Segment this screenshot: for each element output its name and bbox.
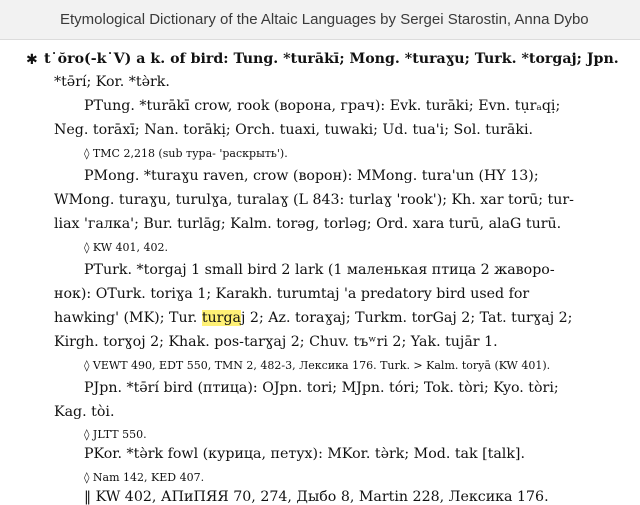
pmong-line-1: PMong. *turaɣu raven, crow (ворон): MMong. tura'un (HY 13); bbox=[84, 168, 539, 184]
pkor-line-1: PKor. *tə̀rk fowl (курица, петух): MKor. tə̀rk; Mod. tak [talk]. bbox=[84, 446, 525, 462]
entry-headline-cont: *tə̄rí; Kor. *tə̀rk. bbox=[54, 74, 170, 90]
ptung-line-1: PTung. *turākī crow, rook (ворона, грач): Evk. turāki; Evn. tụrₐqị; bbox=[84, 98, 561, 114]
pturk-line-3-a: hawking' (MK); Tur. bbox=[54, 310, 202, 326]
pturk-line-1: PTurk. *torgaj 1 small bird 2 lark (1 маленькая птица 2 жаворо- bbox=[84, 262, 555, 278]
pjpn-line-2: Kag. tòi. bbox=[54, 404, 115, 420]
pjpn-line-1: PJpn. *tə̄rí bird (птица): OJpn. tori; MJpn. tóri; Tok. tòri; Kyo. tòri; bbox=[84, 380, 559, 396]
pturk-line-3-c: j 2; Az. toraɣaj; Turkm. torGaj 2; Tat. turɣaj 2; bbox=[241, 310, 573, 326]
pmong-line-2: WMong. turaɣu, turulɣa, turalaɣ (L 843: turlaɣ 'rook'); Kh. xar torū; tur- bbox=[54, 192, 574, 208]
pjpn-ref: ◊ JLTT 550. bbox=[84, 428, 147, 441]
pmong-ref: ◊ KW 401, 402. bbox=[84, 241, 169, 254]
pturk-line-3 bbox=[54, 307, 572, 329]
pmong-line-3: liax 'галка'; Bur. turlāg; Kalm. torəg, torləg; Ord. xara turū, alaG turū. bbox=[54, 216, 562, 232]
entry-headline: t˙ŏro(-k˙V) a k. of bird: Tung. *turākī; Mong. *turaɣu; Turk. *torgaj; Jpn. bbox=[44, 51, 619, 67]
pturk-ref: ◊ VEWT 490, EDT 550, TMN 2, 482-3, Лексика 176. Turk. > Kalm. toryā (KW 401). bbox=[84, 359, 551, 372]
dictionary-entry bbox=[0, 40, 640, 505]
ptung-line-2: Neg. torāxī; Nan. torākị; Orch. tuaxi, tuwaki; Ud. tuа'i; Sol. turāki. bbox=[54, 122, 534, 138]
window-titlebar bbox=[0, 0, 640, 40]
pkor-ref: ◊ Nam 142, KED 407. bbox=[84, 471, 205, 484]
highlighted-word[interactable]: turga bbox=[201, 310, 242, 326]
entry-marker-icon: ✱ bbox=[26, 52, 38, 68]
pturk-line-4: Kirgh. torɣoj 2; Khak. pos-tarɣaj 2; Chuv. tъʷri 2; Yak. tujār 1. bbox=[54, 334, 498, 350]
references-text: ‖ KW 402, АПиПЯЯ 70, 274, Дыбо 8, Martin 228, Лексика 176. bbox=[84, 489, 549, 505]
ptung-ref: ◊ TMC 2,218 (sub турa- 'раскрыть'). bbox=[84, 147, 288, 160]
pturk-line-2: нок): OTurk. toriɣa 1; Karakh. turumtaj 'a predatory bird used for bbox=[54, 286, 530, 302]
window-title: Etymological Dictionary of the Altaic Languages by Sergei Starostin, Anna Dybo bbox=[60, 11, 589, 28]
